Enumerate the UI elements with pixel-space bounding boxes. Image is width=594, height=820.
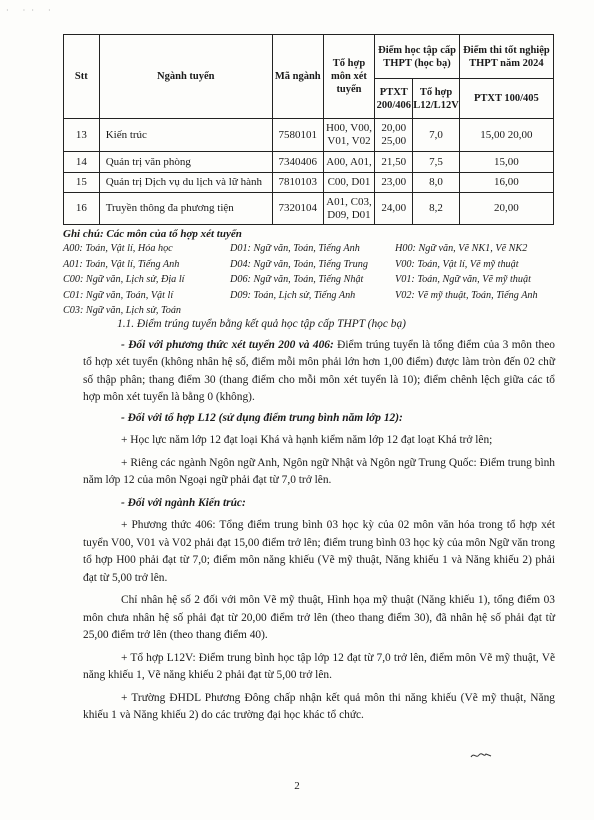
row-exam: 15,00 [459, 152, 553, 173]
paragraph-lead: - Đối với ngành Kiến trúc: [121, 496, 246, 509]
row-code: 7810103 [272, 173, 323, 193]
section-heading: 1.1. Điểm trúng tuyển bằng kết quả học tập cấp THPT (học bạ) [117, 318, 406, 330]
table-row [64, 173, 554, 193]
note-entry: C01: Ngữ văn, Toán, Vật lí [63, 289, 174, 301]
row-major: Kiến trúc [99, 119, 272, 152]
row-exam: 16,00 [459, 173, 553, 193]
header-exam: Điểm thi tốt nghiệp THPT năm 2024 [459, 35, 553, 79]
body-text [83, 316, 555, 725]
table-row [64, 119, 554, 152]
note-entry: A01: Toán, Vật lí, Tiếng Anh [63, 258, 180, 270]
notes-row [63, 241, 563, 257]
paragraph: + Riêng các ngành Ngôn ngữ Anh, Ngôn ngữ Nhật và Ngôn ngữ Trung Quốc: Điểm trung bình năm lớp 12 của môn Ngoại ngữ phải đạt từ 7,0 trở lên. [83, 456, 555, 486]
note-entry: V01: Toán, Ngữ văn, Vẽ mỹ thuật [395, 274, 531, 286]
page-number: 2 [294, 780, 300, 792]
row-major: Truyền thông đa phương tiện [99, 193, 272, 225]
row-ptxt: 23,00 [375, 173, 413, 193]
row-stt: 15 [64, 173, 100, 193]
combination-notes [63, 228, 563, 319]
row-l12: 7,5 [413, 152, 460, 173]
notes-row [63, 288, 563, 304]
note-entry: H00: Ngữ văn, Vẽ NK1, Vẽ NK2 [395, 243, 528, 255]
note-entry: D01: Ngữ văn, Toán, Tiếng Anh [230, 243, 360, 255]
note-entry: C03: Ngữ văn, Lịch sử, Toán [63, 305, 182, 317]
notes-row [63, 272, 563, 288]
paragraph [83, 337, 555, 407]
note-entry: V00: Toán, Vật lí, Vẽ mỹ thuật [395, 258, 519, 270]
paragraph: + Phương thức 406: Tổng điểm trung bình 03 học kỳ của 02 môn văn hóa trong tổ hợp xét tuyển V00, V01 và V02 phải đạt 15,00 điểm trở lên; điểm trung bình 03 học kỳ của môn Ngữ văn trong tổ hợp H00 phải đạt từ 7,0; điểm môn năng khiếu (Vẽ mỹ thuật, Năng khiếu 1 và Năng khiếu 2) phải đạt từ 5,00 trở lên. [83, 519, 555, 584]
note-entry: D06: Ngữ văn, Toán, Tiếng Nhật [230, 274, 364, 286]
table-row [64, 193, 554, 225]
note-entry: D09: Toán, Lịch sử, Tiếng Anh [230, 289, 356, 301]
row-l12: 8,2 [413, 193, 460, 225]
row-major: Quản trị văn phòng [99, 152, 272, 173]
table-row [64, 152, 554, 173]
row-stt: 14 [64, 152, 100, 173]
paragraph-lead: - Đối với phương thức xét tuyển 200 và 406: [121, 338, 334, 351]
row-ptxt: 24,00 [375, 193, 413, 225]
row-l12: 8,0 [413, 173, 460, 193]
row-combo: C00, D01 [323, 173, 375, 193]
row-l12: 7,0 [413, 119, 460, 152]
row-exam: 15,00 20,00 [459, 119, 553, 152]
row-exam: 20,00 [459, 193, 553, 225]
notes-title: Ghi chú: Các môn của tổ hợp xét tuyển [63, 228, 242, 240]
note-entry: A00: Toán, Vật lí, Hóa học [63, 243, 173, 255]
notes-row [63, 257, 563, 273]
header-major: Ngành tuyển [99, 35, 272, 119]
note-entry: V02: Vẽ mỹ thuật, Toán, Tiếng Anh [395, 289, 538, 301]
header-ptxt-200-406: PTXT 200/406 [375, 79, 413, 119]
scan-specks: · ·· · [6, 6, 57, 15]
row-ptxt: 21,50 [375, 152, 413, 173]
header-hocba: Điểm học tập cấp THPT (học bạ) [375, 35, 459, 79]
row-stt: 13 [64, 119, 100, 152]
paragraph: Chỉ nhân hệ số 2 đối với môn Vẽ mỹ thuật, Hình họa mỹ thuật (Năng khiếu 1), tổng điểm 03 môn chưa nhân hệ số phải đạt từ 20,00 điểm trở lên (theo thang điểm 30), đã nhân hệ số phải đạt từ 25,00 điểm trở lên (theo thang điểm 40). [83, 594, 555, 641]
row-combo: H00, V00, V01, V02 [323, 119, 375, 152]
paragraph: + Trường ĐHDL Phương Đông chấp nhận kết quả môn thi năng khiếu (Vẽ mỹ thuật, Năng khiếu 1 và Năng khiếu 2) do các trường đại học khác tổ chức. [83, 691, 555, 721]
note-entry: C00: Ngữ văn, Lịch sử, Địa lí [63, 274, 185, 286]
note-entry: D04: Ngữ văn, Toán, Tiếng Trung [230, 258, 368, 270]
row-combo: A01, C03, D09, D01 [323, 193, 375, 225]
row-code: 7320104 [272, 193, 323, 225]
row-code: 7580101 [272, 119, 323, 152]
header-combo: Tổ hợp môn xét tuyển [323, 35, 375, 119]
row-major: Quản trị Dịch vụ du lịch và lữ hành [99, 173, 272, 193]
row-stt: 16 [64, 193, 100, 225]
row-ptxt: 20,00 25,00 [375, 119, 413, 152]
header-stt: Stt [64, 35, 100, 119]
paragraph-text: Điểm trúng tuyển là tổng điểm của 3 môn theo tổ hợp xét tuyển (không nhân hệ số, điểm mỗi môn phải lớn hơn 1,00 điểm) được làm tròn đến 02 chữ số thập phân; thang điểm 30 (thang điểm cho mỗi môn xét tuyển là 10); điểm chênh lệch giữa các tổ hợp môn xét tuyển là bằng 0 (không). [83, 338, 555, 403]
initials-mark [470, 750, 492, 760]
row-combo: A00, A01, [323, 152, 375, 173]
admission-score-table [63, 34, 554, 225]
row-code: 7340406 [272, 152, 323, 173]
header-code: Mã ngành [272, 35, 323, 119]
paragraph: + Tổ hợp L12V: Điểm trung bình học tập lớp 12 đạt từ 7,0 trở lên, điểm môn Vẽ mỹ thuật, Vẽ năng khiếu 1, Vẽ năng khiếu 2 phải đạt từ 5,00 trở lên. [83, 651, 555, 681]
header-ptxt-100-405: PTXT 100/405 [459, 79, 553, 119]
header-l12: Tổ hợp L12/L12V [413, 79, 460, 119]
paragraph-lead: - Đối với tổ hợp L12 (sử dụng điểm trung bình năm lớp 12): [121, 411, 403, 424]
paragraph: + Học lực năm lớp 12 đạt loại Khá và hạnh kiểm năm lớp 12 đạt loạt Khá trở lên; [121, 434, 493, 446]
